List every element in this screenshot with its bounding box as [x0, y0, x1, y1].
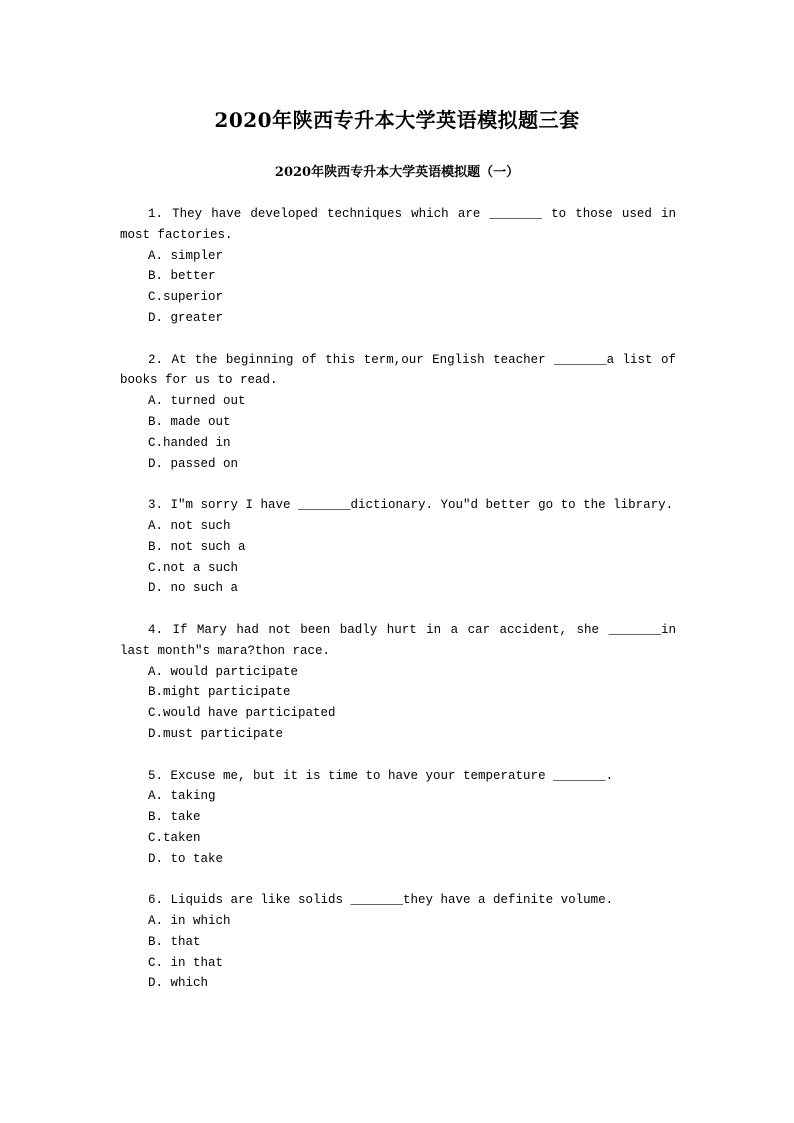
option-a: A. taking: [148, 789, 216, 804]
option-c: C.not a such: [148, 560, 239, 575]
option-d: D.must participate: [148, 726, 284, 741]
option-a: A. turned out: [148, 394, 246, 409]
option-b: B. that: [148, 934, 201, 949]
question-3: [120, 495, 676, 599]
question-5: [120, 766, 676, 870]
question-stem: 2. At the beginning of this term,our English teacher _______a list of books for us to read.: [120, 352, 676, 388]
option-a: A. in which: [148, 914, 231, 929]
option-b: B.might participate: [148, 685, 291, 700]
option-c: C.would have participated: [148, 706, 336, 721]
question-2: [120, 350, 676, 475]
option-d: D. to take: [148, 851, 224, 866]
option-a: A. simpler: [148, 248, 224, 263]
option-c: C.handed in: [148, 435, 231, 450]
option-c: C.superior: [148, 290, 224, 305]
option-d: D. passed on: [148, 456, 239, 471]
option-d: D. greater: [148, 310, 224, 325]
option-c: C.taken: [148, 830, 201, 845]
question-stem: 4. If Mary had not been badly hurt in a car accident, she _______in last month″s mara?thon race.: [120, 622, 676, 658]
question-list: [120, 204, 676, 1015]
option-d: D. no such a: [148, 581, 239, 596]
question-stem: 6. Liquids are like solids _______they have a definite volume.: [148, 893, 614, 908]
option-b: B. made out: [148, 414, 231, 429]
option-b: B. take: [148, 810, 201, 825]
option-a: A. not such: [148, 518, 231, 533]
question-stem: 5. Excuse me, but it is time to have your temperature _______.: [148, 768, 614, 783]
option-d: D. which: [148, 976, 209, 991]
question-stem: 1. They have developed techniques which are _______ to those used in most factories.: [120, 207, 676, 242]
option-c: C. in that: [148, 955, 224, 970]
section-title: 2020年陕西专升本大学英语模拟题（一）: [274, 165, 520, 180]
question-1: [120, 204, 676, 329]
document-title: 2020年陕西专升本大学英语模拟题三套: [214, 108, 580, 132]
question-6: [120, 890, 676, 994]
question-4: [120, 620, 676, 745]
question-stem: 3. I″m sorry I have _______dictionary. You″d better go to the library.: [148, 498, 674, 513]
option-a: A. would participate: [148, 664, 299, 679]
option-b: B. better: [148, 269, 216, 284]
option-b: B. not such a: [148, 539, 246, 554]
